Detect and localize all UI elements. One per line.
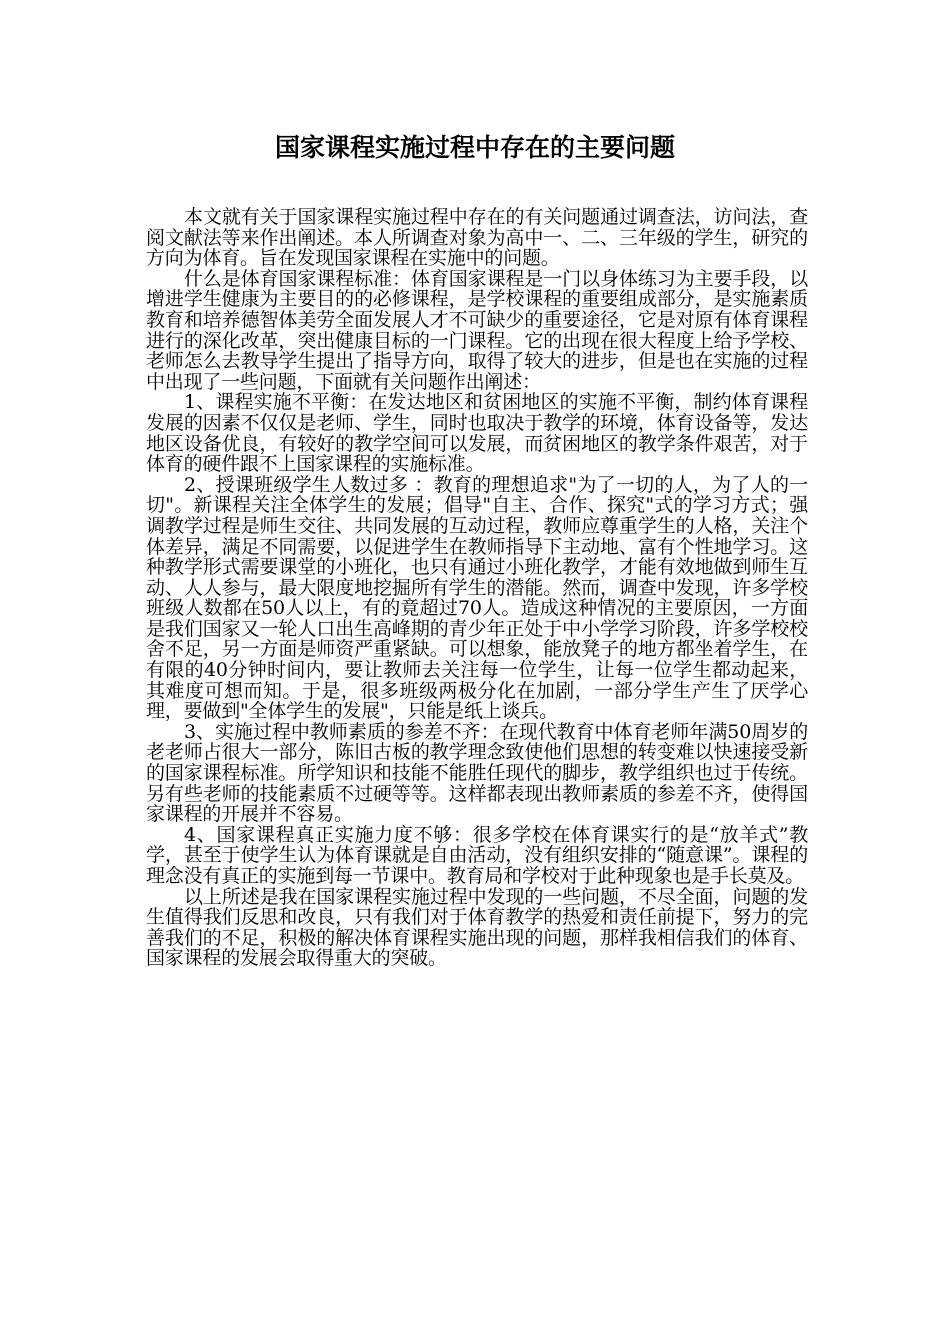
paragraph-conclusion: 以上所述是我在国家课程实施过程中发现的一些问题，不尽全面，问题的发生值得我们反思和改良，只有我们对于体育教学的热爱和责任前提下，努力的完善我们的不足，积极的解决体育课程实施出现的问题，那样我相信我们的体育、国家课程的发展会取得重大的突破。 <box>146 885 808 970</box>
paragraph-issue-1: 1、课程实施不平衡：在发达地区和贫困地区的实施不平衡，制约体育课程发展的因素不仅仅是老师、学生，同时也取决于教学的环境，体育设备等，发达地区设备优良，有较好的教学空间可以发展，而贫困地区的教学条件艰苦，对于体育的硬件跟不上国家课程的实施标准。 <box>146 391 808 476</box>
paragraph-issue-2: 2、授课班级学生人数过多 ：教育的理想追求"为了一切的人，为了人的一切"。新课程关注全体学生的发展；倡导"自主、合作、探究"式的学习方式；强调教学过程是师生交往、共同发展的互动过程，教师应尊重学生的人格，关注个体差异，满足不同需要，以促进学生在教师指导下主动地、富有个性地学习。这种教学形式需要课堂的小班化，也只有通过小班化教学，才能有效地做到师生互动、人人参与，最大限度地挖掘所有学生的潜能。然而，调查中发现，许多学校班级人数都在50人以上，有的竟超过70人。造成这种情况的主要原因，一方面是我们国家又一轮人口出生高峰期的青少年正处于中小学学习阶段，许多学校校舍不足，另一方面是师资严重紧缺。可以想象，能放凳子的地方都坐着学生，在有限的40分钟时间内，要让教师去关注每一位学生，让每一位学生都动起来，其难度可想而知。于是，很多班级两极分化在加剧，一部分学生产生了厌学心理，要做到"全体学生的发展"，只能是纸上谈兵。 <box>146 473 808 723</box>
document-title: 国家课程实施过程中存在的主要问题 <box>274 133 675 162</box>
paragraph-issue-3: 3、实施过程中教师素质的参差不齐：在现代教育中体育老师年满50周岁的老老师占很大一部分，陈旧古板的教学理念致使他们思想的转变难以快速接受新的国家课程标准。所学知识和技能不能胜任现代的脚步，教学组织也过于传统。另有些老师的技能素质不过硬等等。这样都表现出教师素质的参差不齐，使得国家课程的开展并不容易。 <box>146 720 808 826</box>
document-body <box>146 207 808 969</box>
paragraph-intro: 本文就有关于国家课程实施过程中存在的有关问题通过调查法，访问法，查阅文献法等来作出阐述。本人所调查对象为高中一、二、三年级的学生，研究的方向为体育。旨在发现国家课程在实施中的问题。 <box>146 206 808 270</box>
paragraph-issue-4: 4、国家课程真正实施力度不够：很多学校在体育课实行的是“放羊式”教学，甚至于使学生认为体育课就是自由活动，没有组织安排的“随意课”。课程的理念没有真正的实施到每一节课中。教育局和学校对于此种现象也是手长莫及。 <box>146 823 808 887</box>
paragraph-definition: 什么是体育国家课程标准：体育国家课程是一门以身体练习为主要手段，以增进学生健康为主要目的的必修课程，是学校课程的重要组成部分，是实施素质教育和培养德智体美劳全面发展人才不可缺少的重要途径，它是对原有体育课程进行的深化改革，突出健康目标的一门课程。它的出现在很大程度上给予学校、老师怎么去教导学生提出了指导方向，取得了较大的进步，但是也在实施的过程中出现了一些问题，下面就有关问题作出阐述： <box>146 267 808 393</box>
